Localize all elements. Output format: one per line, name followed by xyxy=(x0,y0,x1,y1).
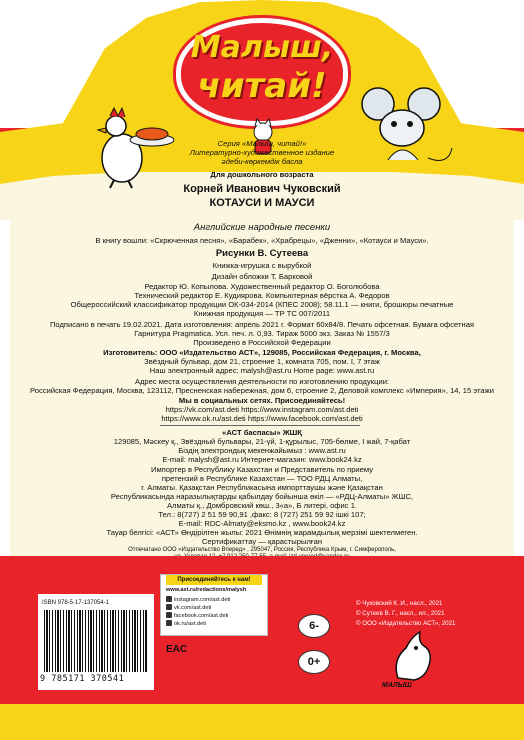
logo-line-1: Малыш, xyxy=(190,30,334,65)
kz-email: Біздің электрондық мекенжайымыз : www.ast.ru xyxy=(178,446,346,455)
social-item-ok[interactable] xyxy=(166,620,206,628)
social-item-vk[interactable] xyxy=(166,604,211,612)
copyright-3: © ООО «Издательство АСТ», 2021 xyxy=(356,620,456,627)
instagram-icon xyxy=(166,596,172,602)
cover-design: Дизайн обложки Т. Барковой xyxy=(211,272,313,281)
age-note: Для дошкольного возраста xyxy=(210,170,314,179)
book-products: Книжная продукция — ТР ТС 007/2011 xyxy=(193,309,331,318)
facebook-icon xyxy=(166,612,172,618)
ok-icon xyxy=(166,620,172,626)
email-line: Наш электронный адрес: malysh@ast.ru Home page: www.ast.ru xyxy=(149,366,375,375)
book-title: КОТАУСИ И МАУСИ xyxy=(209,197,315,209)
importer-3: г. Алматы. Қазақстан Республикасына импорттаушы және Қазақстан xyxy=(141,483,383,492)
social-url[interactable]: www.ast.ru/redactions/malysh xyxy=(166,587,247,593)
barcode-isbn: ISBN 978-5-17-137054-1 xyxy=(42,600,110,606)
produced-line: Произведено в Российской Федерации xyxy=(193,338,331,347)
signed-line: Подписано в печать 19.02.2021. Дата изготовления: апрель 2021 г. Формат 60x84/8. Печать офсетная. Бумага офсетная xyxy=(49,320,475,329)
importer-2: претензий в Республике Казахстан — ТОО РДЦ Алматы, xyxy=(161,474,363,483)
tech-editor-line: Технический редактор Е. Кудиярова. Компьютерная вёрстка А. Федоров xyxy=(134,291,390,300)
social-box-heading: Присоединяйтесь к нам! xyxy=(166,575,262,585)
rdc-email: E-mail: RDC-Almaty@eksmo.kz , www.book24.kz xyxy=(178,519,346,528)
social-row-2: https://www.ok.ru/ast.deti https://www.facebook.com/ast.deti xyxy=(161,414,363,423)
social-heading: Мы в социальных сетях. Присоединяйтесь! xyxy=(178,396,346,405)
social-item-instagram[interactable] xyxy=(166,596,230,604)
author-name: Корней Иванович Чуковский xyxy=(183,183,341,195)
importer-4: Республикасында наразылықтарды қабылдау бойынша өкіл — «РДЦ-Алматы» ЖШС, xyxy=(110,492,414,501)
social-item-label: vk.com/ast.deti xyxy=(174,605,212,611)
barcode xyxy=(44,610,148,672)
importer-1: Импортер в Республику Казахстан и Представитель по приему xyxy=(150,465,374,474)
illustrations: Рисунки В. Сутеева xyxy=(215,248,309,259)
manufacturer: Изготовитель: ООО «Издательство АСТ», 129085, Российская Федерация, г. Москва, xyxy=(103,348,421,357)
manufacturer-address: Звёздный бульвар, дом 21, строение 1, комната 705, пом. I, 7 этаж xyxy=(144,357,380,366)
age-rating-0: 0+ xyxy=(298,650,330,674)
kz-address: 129085, Мәскеу қ., Звёздный бульвары, 21-үй, 1-құрылыс, 705-бөлме, I жай, 7-қабат xyxy=(113,437,411,446)
typeface-line: Гарнитура Pragmatica. Усл. печ. л. 0,93. Тираж 5000 экз. Заказ № 1557/3 xyxy=(134,329,390,338)
kz-email-2: E-mail: malysh@ast.ru Интернет-магазин: www.book24.kz xyxy=(162,455,362,464)
copyright-1: © Чуковский К. И., насл., 2021 xyxy=(356,600,443,607)
brand-line: Тауар белгісі: «АСТ» Өндірілген жылы: 2021 Өнімнің жарамдылық мерзімі шектелмеген. xyxy=(106,528,418,537)
edition-kind: Литературно-художественное издание xyxy=(189,148,335,157)
printer-1: Отпечатано ООО «Издательство Вперед» , 295047, Россия, Республика Крым, г. Симферополь, xyxy=(128,547,396,553)
social-row-1: https://vk.com/ast.deti https://www.instagram.com/ast.deti xyxy=(165,405,359,414)
certification: Сертификаттау — қарастырылған xyxy=(201,537,323,546)
bottom-yellow-strip xyxy=(0,704,524,740)
vk-icon xyxy=(166,604,172,610)
eac-mark: EAC xyxy=(166,644,188,655)
phone-line: Тел.: 8(727) 2 51 59 90,91 ,факс: 8 (727) 251 59 92 ішкі 107; xyxy=(158,510,366,519)
series-logo xyxy=(176,18,348,126)
editor-line: Редактор Ю. Копылова. Художественный редактор О. Боголюбова xyxy=(144,282,380,291)
divider xyxy=(160,425,360,426)
barcode-digits: 9 785171 370541 xyxy=(40,674,125,684)
series-line: Серия «Малыш, читай!» xyxy=(217,139,307,148)
social-item-label: facebook.com/ast.deti xyxy=(174,613,229,619)
edition-kind-kz: әдеби-көркемдік басла xyxy=(221,157,303,166)
publisher-logo-icon xyxy=(378,628,442,688)
copyright-2: © Сутеев В. Г., насл., ил., 2021 xyxy=(356,610,445,617)
importer-5: Алматы қ., Домбровский көш., 3«а», Б литері, офис 1. xyxy=(166,501,358,510)
activity-address-2: Российская Федерация, Москва, 123112, Пресненская набережная, дом 6, строение 2, Деловой комплекс «Империя», 14, 15 этажи xyxy=(30,386,494,395)
subtitle: Английские народные песенки xyxy=(193,222,331,233)
social-item-facebook[interactable] xyxy=(166,612,228,620)
book-type: Книжка-игрушка с вырубкой xyxy=(212,261,312,270)
age-rating-6: 6- xyxy=(298,614,330,638)
kz-heading: «АСТ баспасы» ЖШҚ xyxy=(222,428,302,437)
okp-line: Общероссийский классификатор продукции ОК-034-2014 (КПЕС 2008); 58.11.1 — книги, брошюры печатные xyxy=(70,300,454,309)
logo-line-2: читай! xyxy=(197,66,327,106)
contents: В книгу вошли: «Скрюченная песня», «Барабек», «Храбрецы», «Дженни», «Котауси и Мауси». xyxy=(95,236,429,245)
social-item-label: ok.ru/ast.deti xyxy=(174,621,207,627)
activity-address: Адрес места осуществления деятельности по изготовлению продукции: xyxy=(134,377,390,386)
publisher-name: МАЛЫШ xyxy=(382,682,412,689)
social-item-label: instagram.com/ast.deti xyxy=(174,597,231,603)
